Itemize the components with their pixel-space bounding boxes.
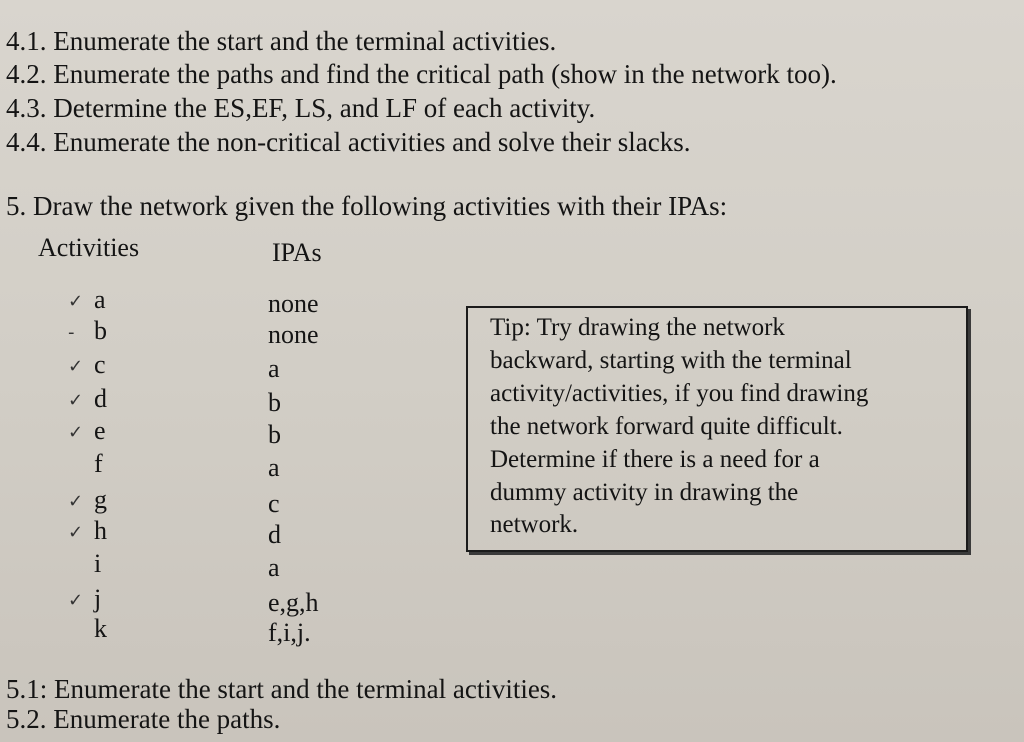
activity-cell: j: [94, 584, 102, 613]
activity-cell: d: [94, 384, 107, 413]
ipa-cell: e,g,h: [268, 588, 319, 617]
question-5: 5. Draw the network given the following activities with their IPAs:: [6, 191, 728, 221]
ipa-cell: a: [268, 354, 280, 383]
question-4-2: 4.2. Enumerate the paths and find the critical path (show in the network too).: [6, 59, 837, 89]
table-row: [0, 584, 430, 617]
ipa-cell: none: [268, 289, 319, 318]
table-row: [0, 449, 430, 482]
tip-line: dummy activity in drawing the: [490, 479, 799, 506]
check-mark-icon: ✓: [68, 491, 84, 512]
question-4-4: 4.4. Enumerate the non-critical activities and solve their slacks.: [6, 127, 691, 157]
check-mark-icon: ✓: [68, 590, 84, 611]
ipas-header: IPAs: [272, 238, 322, 267]
ipa-cell: b: [268, 388, 281, 417]
activity-cell: a: [94, 285, 106, 314]
tip-line: backward, starting with the terminal: [490, 347, 852, 374]
question-5-1: 5.1: Enumerate the start and the terminal activities.: [6, 674, 558, 704]
dash-mark-icon: -: [68, 322, 75, 343]
check-mark-icon: ✓: [68, 390, 84, 411]
table-row: [0, 485, 430, 518]
tip-line: the network forward quite difficult.: [490, 413, 843, 440]
activity-cell: f: [94, 449, 103, 478]
ipa-cell: d: [268, 520, 281, 549]
check-mark-icon: ✓: [68, 356, 84, 377]
ipa-cell: a: [268, 553, 280, 582]
check-mark-icon: ✓: [68, 522, 84, 543]
table-row: [0, 316, 430, 349]
question-4-3: 4.3. Determine the ES,EF, LS, and LF of each activity.: [6, 93, 596, 123]
table-row: [0, 285, 430, 318]
ipa-cell: c: [268, 489, 280, 518]
tip-box: [466, 306, 968, 552]
tip-line: Tip: Try drawing the network: [490, 314, 785, 341]
table-row: [0, 614, 430, 647]
table-row: [0, 384, 430, 417]
table-row: [0, 549, 430, 582]
activity-cell: b: [94, 316, 107, 345]
check-mark-icon: ✓: [68, 291, 84, 312]
activity-cell: e: [94, 416, 106, 445]
ipa-cell: a: [268, 453, 280, 482]
table-row: [0, 416, 430, 449]
ipa-cell: b: [268, 420, 281, 449]
activity-cell: i: [94, 549, 102, 578]
question-4-1: 4.1. Enumerate the start and the terminal activities.: [6, 26, 557, 56]
ipa-cell: none: [268, 320, 319, 349]
ipa-cell: f,i,j.: [268, 618, 311, 647]
question-5-2: 5.2. Enumerate the paths.: [6, 704, 281, 734]
tip-line: Determine if there is a need for a: [490, 446, 820, 473]
activity-cell: k: [94, 614, 107, 643]
activities-header: Activities: [38, 233, 140, 262]
activity-cell: g: [94, 485, 107, 514]
table-row: [0, 350, 430, 383]
activity-cell: h: [94, 516, 107, 545]
check-mark-icon: ✓: [68, 422, 84, 443]
tip-line: network.: [490, 511, 579, 538]
tip-line: activity/activities, if you find drawing: [490, 380, 869, 407]
table-row: [0, 516, 430, 549]
activity-cell: c: [94, 350, 106, 379]
